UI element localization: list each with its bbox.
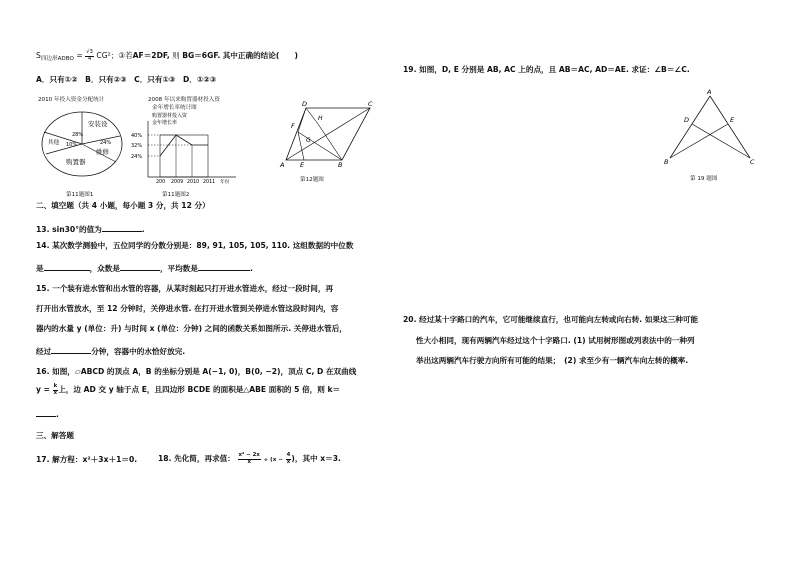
q10-question-end: 其中正确的结论( ) — [222, 51, 298, 61]
fig11-2-title-line2: 金年增长率统计图 — [152, 105, 197, 111]
q14-end: . — [249, 264, 253, 273]
q10-options: A．只有①② B．只有②③ C．只有①③ D．①②③ — [36, 75, 217, 84]
q13-end: . — [141, 225, 145, 234]
q14-median-prefix: 是 — [36, 264, 44, 273]
growth-line — [160, 135, 208, 156]
q14-line1: 14. 某次数学测验中，五位同学的分数分别是：89, 91, 105, 105, 110. 这组数据的中位数 — [36, 241, 354, 250]
side-ab — [670, 96, 710, 158]
fraction-numerator: √3 — [86, 49, 93, 55]
fraction-denominator: x — [247, 458, 251, 465]
fig19-caption: 第 19 题图 — [690, 176, 718, 182]
point-label-h: H — [318, 115, 323, 122]
q10-condition-1: AF＝2DF, — [132, 51, 170, 61]
inner-title-line1: 购置器材投入资 — [152, 113, 188, 119]
q20-line1: 20. 经过某十字路口的汽车，它可能继续直行，也可能向左转或向右转. 如果这三种可能 — [403, 315, 698, 324]
q14-mode-prefix: ，众数是 — [89, 264, 120, 273]
fig19-triangle — [660, 88, 760, 166]
equals-sign: = — [76, 51, 83, 61]
q16-line1: 16. 如图，▱ABCD 的顶点 A，B 的坐标分别是 A(−1, 0)，B(0, −2)，顶点 C, D 在双曲线 — [36, 367, 357, 376]
q18-line — [158, 453, 341, 465]
q18-suffix: )，其中 x＝3. — [291, 454, 341, 464]
q17-line: 17. 解方程：x²＋3x＋1＝0. — [36, 455, 138, 464]
point-label-c: C — [750, 158, 755, 166]
q20-line2: 性大小相同，现有两辆汽车经过这个十字路口. (1) 试用树形图或列表法中的一种列 — [416, 336, 695, 345]
q13-text: 13. sin30°的值为 — [36, 225, 102, 234]
point-label-d: D — [684, 116, 690, 124]
x-tick-label: 2009 — [171, 180, 184, 185]
fig11-1-title: 2010 年投入资金分配统计 — [38, 97, 105, 103]
segment-fe — [298, 132, 304, 160]
point-label-f: F — [291, 122, 295, 130]
q15-answer-blank[interactable] — [51, 345, 91, 354]
fig12-caption: 第12题图 — [300, 177, 324, 183]
point-label-g: G — [306, 137, 311, 144]
point-label-b: B — [338, 161, 343, 169]
area-subscript: 四边形ADBO — [40, 56, 74, 63]
fig11-2-caption: 第11题图2 — [162, 192, 190, 198]
q13-line — [36, 223, 145, 234]
fig11-1-pie-chart — [36, 108, 130, 180]
q18-prefix: 18. 先化简，再求值： — [158, 454, 235, 464]
q18-divide: ÷ (x − — [263, 457, 283, 464]
fraction-denominator: 4 — [87, 55, 92, 62]
q15-line4 — [36, 345, 185, 356]
segment-hb — [318, 124, 342, 160]
q15-line3: 器内的水量 y (单位：升) 与时间 x (单位：分钟) 之间的函数关系如图所示. 关停进水管后， — [36, 324, 347, 333]
x-tick-label: 200 — [156, 180, 166, 185]
pie-label-repair: 维修 — [96, 148, 109, 156]
q10-statement-3-start: CG²；③若 — [96, 51, 133, 61]
fraction-denominator: x — [286, 458, 291, 465]
q16-text: 上，边 AD 交 y 轴于点 E，且四边形 BCDE 的面积是△ABE 面积的 5 倍，则 k＝ — [58, 385, 341, 395]
point-label-a: A — [707, 88, 712, 96]
q18-fraction-1 — [238, 453, 261, 465]
pie-label-other: 其他 — [48, 140, 60, 146]
q10-mid-word: 则 — [172, 51, 180, 61]
q20-line3: 举出这两辆汽车行驶方向所有可能的结果； (2) 求至少有一辆汽车向左转的概率. — [416, 356, 689, 365]
fraction-numerator: x² − 2x — [238, 452, 260, 458]
segment-fb — [298, 132, 342, 160]
q10-tail-line — [36, 50, 298, 63]
point-label-a: A — [280, 161, 285, 169]
q16-y-equals: y = — [36, 385, 50, 395]
q16-line3 — [36, 408, 59, 419]
q15-suffix: 分钟，容器中的水恰好放完. — [91, 347, 186, 356]
x-unit-label: 年份 — [220, 180, 230, 185]
fig12-parallelogram — [278, 98, 378, 170]
point-label-e: E — [730, 116, 735, 124]
q10-condition-2: BG＝6GF. — [182, 51, 221, 61]
q14-line2 — [36, 262, 253, 273]
point-label-c: C — [368, 100, 373, 108]
q14-mean-prefix: ，平均数是 — [159, 264, 198, 273]
q14-median-blank[interactable] — [44, 262, 90, 271]
q13-answer-blank[interactable] — [102, 223, 142, 232]
area-symbol: S — [36, 51, 41, 61]
pie-label-equipment: 购置器 — [66, 158, 86, 166]
growth-box — [160, 135, 208, 177]
q14-mean-blank[interactable] — [198, 262, 250, 271]
point-label-d: D — [302, 100, 308, 108]
sqrt3-over-4-fraction — [85, 50, 94, 62]
fraction-numerator: 4 — [286, 452, 291, 458]
fraction-numerator: k — [53, 383, 58, 389]
y-tick-label: 32% — [131, 143, 143, 149]
q16-line2 — [36, 384, 340, 396]
x-tick-label: 2011 — [203, 180, 216, 185]
y-tick-label: 24% — [131, 154, 143, 160]
fraction-denominator: x — [53, 389, 58, 396]
pie-label-install-pct: 28% — [72, 132, 84, 138]
segment-eb — [670, 124, 728, 158]
pie-label-repair-pct: 24% — [100, 140, 112, 146]
q15-line1: 15. 一个装有进水管和出水管的容器，从某时刻起只打开进水管进水，经过一段时间，再 — [36, 284, 334, 293]
q15-prefix: 经过 — [36, 347, 52, 356]
inner-title-line2: 金年增长率 — [152, 120, 178, 126]
segment-df — [298, 108, 306, 132]
pie-label-other-pct: 10% — [66, 142, 78, 148]
point-label-e: E — [300, 161, 305, 169]
section-2-heading: 二、填空题（共 4 小题，每小题 3 分，共 12 分） — [36, 201, 210, 210]
segment-hd — [306, 108, 318, 124]
y-tick-label: 40% — [131, 133, 143, 139]
q16-answer-blank[interactable] — [36, 408, 56, 417]
side-ac — [710, 96, 750, 158]
q16-end: . — [56, 410, 59, 419]
segment-dc — [692, 124, 750, 158]
q15-line2: 打开出水管放水，至 12 分钟时，关停进水管. 在打开进水管到关停进水管这段时间内，容 — [36, 304, 339, 313]
x-tick-label: 2010 — [187, 180, 200, 185]
q19-line: 19. 如图，D, E 分别是 AB, AC 上的点，且 AB＝AC, AD＝AE. 求证：∠B＝∠C. — [403, 65, 690, 74]
section-3-heading: 三、解答题 — [36, 431, 74, 440]
q14-mode-blank[interactable] — [120, 262, 160, 271]
pie-label-install: 安装设 — [88, 120, 108, 128]
fig11-1-caption: 第11题图1 — [66, 192, 94, 198]
fig11-2-title-line1: 2008 年以来购置器材投入资 — [148, 97, 220, 103]
point-label-b: B — [664, 158, 669, 166]
fig11-2-growth-chart — [128, 111, 238, 185]
